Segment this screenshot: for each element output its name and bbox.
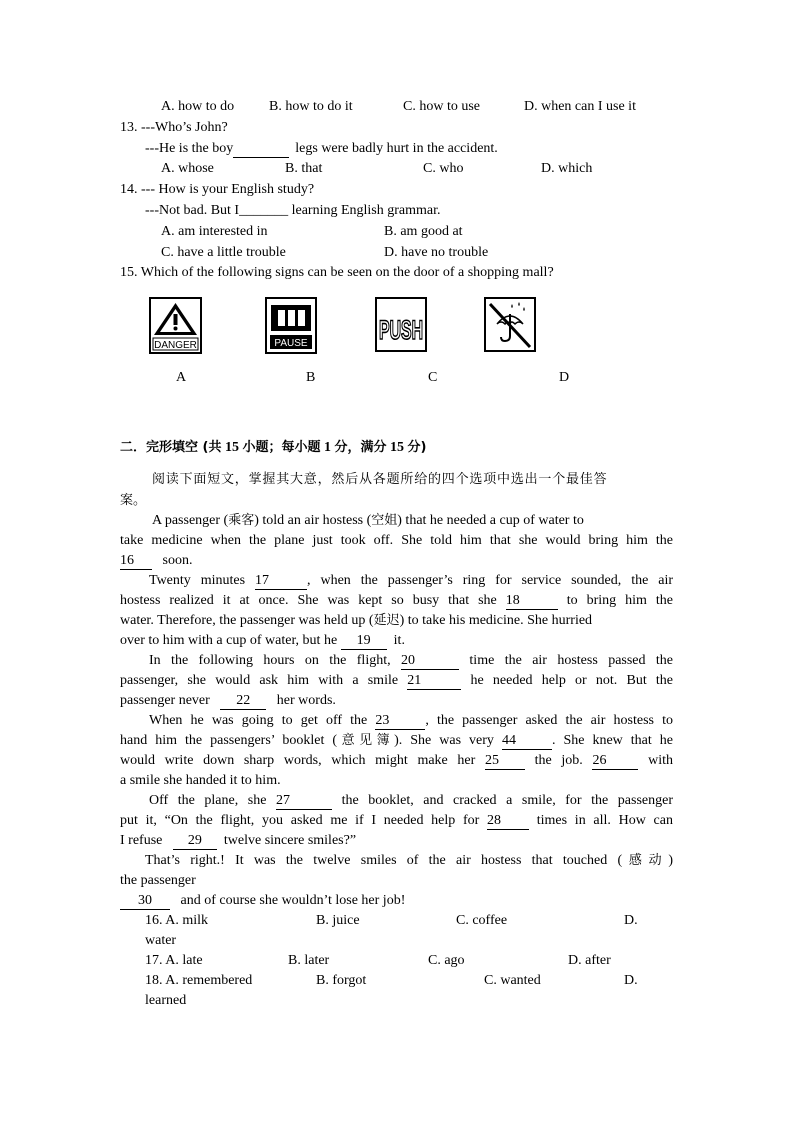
passage-line: take medicine when the plane just took off. She told him that she would bring him the — [120, 533, 673, 548]
q14-option-c: C. have a little trouble — [161, 245, 286, 260]
q18-option-d-cont: learned — [145, 993, 187, 1008]
sign-b-letter: B — [306, 370, 316, 385]
blank-21: 21 — [407, 672, 461, 690]
q14-stem — [145, 201, 441, 221]
text: Off the plane, she — [149, 793, 267, 808]
text: and of course she wouldn’t lose her job! — [180, 893, 406, 908]
text: the job. — [534, 753, 583, 768]
section-heading-part: 分，满分 — [334, 440, 387, 455]
text-cn: 延迟 — [373, 613, 400, 628]
text-cn: 意见簿 — [337, 733, 395, 748]
text: A passenger ( — [152, 513, 229, 528]
text-cn: 空姐 — [371, 513, 398, 528]
text: twelve sincere smiles?” — [223, 833, 357, 848]
text: When he was going to get off the — [149, 713, 368, 728]
q17-option-c: C. ago — [428, 953, 465, 968]
passage-line — [152, 511, 673, 531]
passage-line — [120, 671, 673, 691]
text: times in all. How can — [536, 813, 673, 828]
q16-option-b: B. juice — [316, 913, 360, 928]
q13-option-a: A. whose — [161, 161, 214, 176]
instruction-line-1: 阅读下面短文，掌握其大意，然后从各题所给的四个选项中选出一个最佳答 — [152, 472, 608, 487]
passage-line: the passenger — [120, 873, 196, 888]
text: would write down sharp words, which might make her — [120, 753, 476, 768]
text: over to him with a cup of water, but he — [120, 633, 338, 648]
blank-18: 18 — [506, 592, 558, 610]
text: , when the passenger’s ring for service sounded, the air — [307, 573, 674, 588]
blank-30: 30 — [120, 892, 170, 910]
text: That’s right.! It was the twelve smiles of the air hostess that touched ( — [145, 853, 623, 868]
no-umbrella-icon — [484, 297, 536, 352]
text: it. — [393, 633, 405, 648]
text: In the following hours on the flight, — [149, 653, 391, 668]
q13-stem-post: legs were badly hurt in the accident. — [295, 141, 498, 156]
passage-line — [120, 591, 673, 611]
pause-sign-label: PAUSE — [274, 338, 308, 349]
text: passenger, she would ask him with a smile — [120, 673, 399, 688]
text-cn: 乘客 — [228, 513, 255, 528]
q12-option-a: A. how to do — [161, 99, 235, 114]
q14-blank: _______ — [239, 203, 289, 218]
text: put it, “On the flight, you asked me if I needed help for — [120, 813, 480, 828]
text: . She knew that he — [551, 733, 674, 748]
blank-20: 20 — [401, 652, 459, 670]
sign-a-letter: A — [176, 370, 187, 385]
danger-warning-icon — [149, 297, 202, 354]
pause-icon — [265, 297, 317, 354]
passage-line — [145, 851, 673, 871]
q13-question: 13. ---Who’s John? — [120, 120, 228, 135]
q16-option-d: D. — [624, 913, 638, 928]
q17-option-d: D. after — [568, 953, 611, 968]
text: Twenty minutes — [149, 573, 246, 588]
blank-22: 22 — [220, 692, 266, 710]
blank-29: 29 — [173, 832, 217, 850]
q12-option-b: B. how to do it — [269, 99, 353, 114]
text: water. Therefore, the passenger was held up ( — [120, 613, 374, 628]
q14-option-d: D. have no trouble — [384, 245, 489, 260]
text: , the passenger asked the air hostess to — [425, 713, 673, 728]
push-icon — [375, 297, 427, 352]
text: ). She was very — [394, 733, 494, 748]
q17-option-a: 17. A. late — [145, 953, 203, 968]
passage-line — [149, 791, 673, 811]
text: I refuse — [120, 833, 163, 848]
text: hostess realized it at once. She was kept so busy that she — [120, 593, 497, 608]
blank-16: 16 — [120, 552, 152, 570]
text: to bring him the — [566, 593, 674, 608]
blank-26: 26 — [592, 752, 638, 770]
sign-d-letter: D — [559, 370, 570, 385]
push-sign-label: PUSH — [379, 315, 423, 345]
q16-option-d-cont: water — [145, 933, 177, 948]
text: hand him the passengers’ booklet ( — [120, 733, 338, 748]
q13-option-d: D. which — [541, 161, 593, 176]
text: with — [648, 753, 674, 768]
danger-sign-label: DANGER — [154, 340, 197, 351]
instruction-line-2: 案。 — [120, 493, 147, 508]
passage-line — [120, 551, 192, 571]
passage-line — [149, 571, 673, 591]
q14-option-a: A. am interested in — [161, 224, 268, 239]
section-heading-part: 二．完形填空 (共 — [120, 440, 222, 455]
passage-line — [149, 711, 673, 731]
q13-stem — [145, 139, 498, 159]
blank-27: 27 — [276, 792, 332, 810]
q14-stem-post: learning English grammar. — [291, 203, 441, 218]
passage-line — [120, 731, 673, 751]
q15-question: 15. Which of the following signs can be seen on the door of a shopping mall? — [120, 265, 554, 280]
q14-question: 14. --- How is your English study? — [120, 182, 315, 197]
passage-line — [120, 811, 673, 831]
text: ) — [668, 853, 673, 868]
passage-line — [120, 891, 405, 911]
q18-option-c: C. wanted — [484, 973, 541, 988]
blank-19: 19 — [341, 632, 387, 650]
passage-line — [120, 691, 336, 711]
blank-28: 28 — [487, 812, 529, 830]
text: her words. — [276, 693, 336, 708]
q18-option-a: 18. A. remembered — [145, 973, 253, 988]
text: passenger never — [120, 693, 210, 708]
blank-25: 25 — [485, 752, 525, 770]
q13-stem-pre: ---He is the boy — [145, 141, 234, 156]
q12-option-d: D. when can I use it — [524, 99, 636, 114]
blank-23: 23 — [375, 712, 425, 730]
text-cn: 感动 — [622, 853, 669, 868]
passage-line — [149, 651, 673, 671]
text: ) to take his medicine. She hurried — [399, 613, 593, 628]
q13-blank — [233, 140, 289, 158]
q18-option-b: B. forgot — [316, 973, 367, 988]
q12-option-c: C. how to use — [403, 99, 480, 114]
text: the booklet, and cracked a smile, for the passenger — [341, 793, 674, 808]
passage-line — [120, 751, 673, 771]
blank-44: 44 — [502, 732, 552, 750]
text: he needed help or not. But the — [470, 673, 674, 688]
section-heading-count: 15 — [224, 440, 239, 455]
q16-option-a: 16. A. milk — [145, 913, 209, 928]
passage-line — [120, 831, 356, 851]
section-heading-score: 1 — [323, 440, 331, 455]
section-heading-part: 分) — [407, 440, 427, 455]
q17-option-b: B. later — [288, 953, 330, 968]
q13-option-c: C. who — [423, 161, 464, 176]
passage-line — [120, 611, 673, 631]
blank-17: 17 — [255, 572, 307, 590]
section-heading-part: 小题；每小题 — [242, 440, 321, 455]
q16-option-c: C. coffee — [456, 913, 508, 928]
sign-c-letter: C — [428, 370, 438, 385]
section-heading — [120, 438, 426, 458]
text: time the air hostess passed the — [469, 653, 674, 668]
passage-line — [120, 631, 405, 651]
section-heading-total: 15 — [390, 440, 404, 455]
text: ) told an air hostess ( — [254, 513, 372, 528]
q14-stem-pre: ---Not bad. But I — [145, 203, 240, 218]
text: soon. — [162, 553, 193, 568]
q14-option-b: B. am good at — [384, 224, 463, 239]
passage-line: a smile she handed it to him. — [120, 773, 281, 788]
text: ) that he needed a cup of water to — [397, 513, 584, 528]
q13-option-b: B. that — [285, 161, 323, 176]
q18-option-d: D. — [624, 973, 638, 988]
